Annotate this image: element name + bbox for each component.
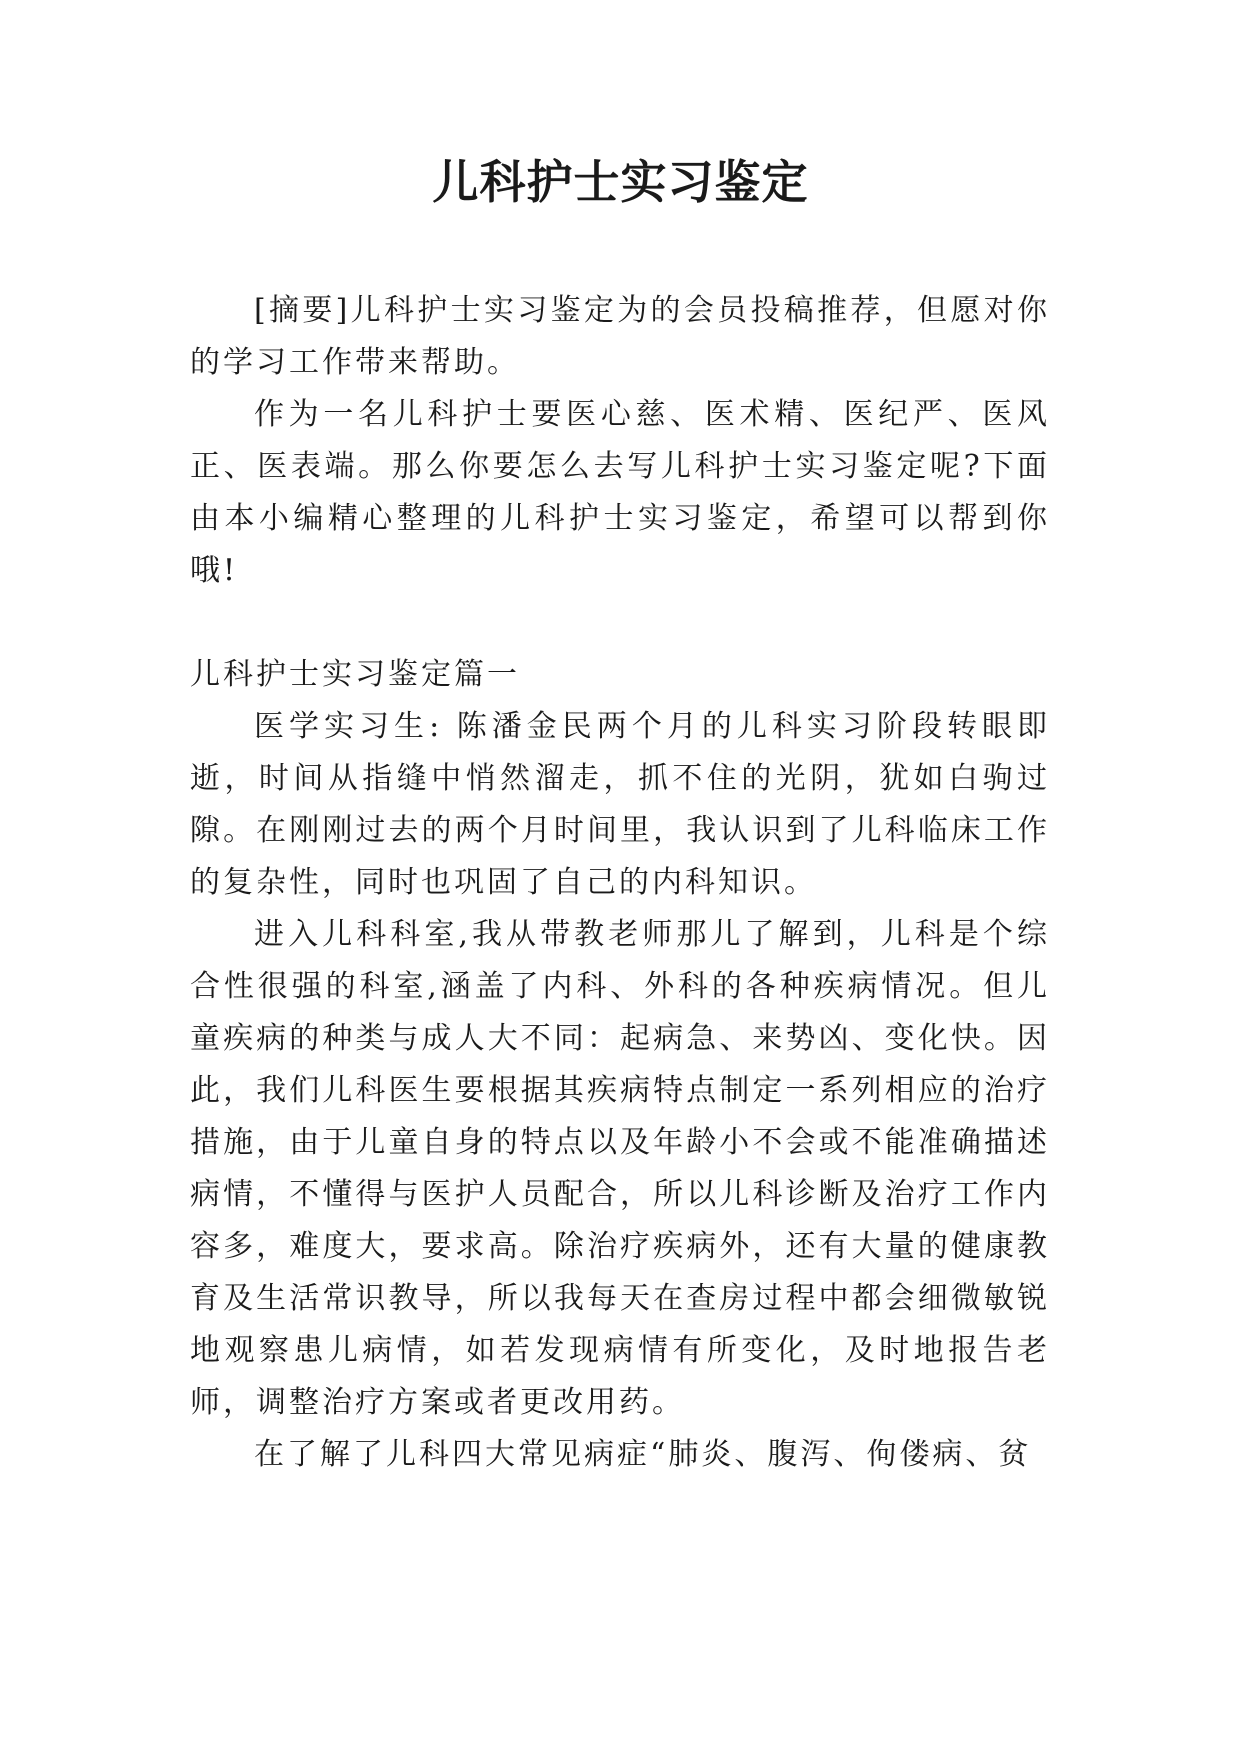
body-paragraph: 医学实习生: 陈潘金民两个月的儿科实习阶段转眼即逝，时间从指缝中悄然溜走，抓不住的光阴，犹如白驹过隙。在刚刚过去的两个月时间里，我认识到了儿科临床工作的复杂性，同时也巩固了自己的内科知识。 [190,709,1050,900]
section-heading: 儿科护士实习鉴定篇一 [190,657,520,692]
body-paragraph: 在了解了儿科四大常见病症“肺炎、腹泻、佝偻病、贫 [254,1437,1032,1472]
body-paragraph: 进入儿科科室,我从带教老师那儿了解到，儿科是个综合性很强的科室,涵盖了内科、外科的各种疾病情况。但儿童疾病的种类与成人大不同：起病急、来势凶、变化快。因此，我们儿科医生要根据其疾病特点制定一系列相应的治疗措施，由于儿童自身的特点以及年龄小不会或不能准确描述病情，不懂得与医护人员配合，所以儿科诊断及治疗工作内容多，难度大，要求高。除治疗疾病外，还有大量的健康教育及生活常识教导，所以我每天在查房过程中都会细微敏锐地观察患儿病情，如若发现病情有所变化，及时地报告老师，调整治疗方案或者更改用药。 [190,917,1050,1420]
intro-paragraph: 作为一名儿科护士要医心慈、医术精、医纪严、医风正、医表端。那么你要怎么去写儿科护士实习鉴定呢?下面由本小编精心整理的儿科护士实习鉴定，希望可以帮到你哦! [190,397,1050,588]
document-body [190,285,1050,1481]
document-title: 儿科护士实习鉴定 [432,155,809,209]
abstract-paragraph: [摘要]儿科护士实习鉴定为的会员投稿推荐，但愿对你的学习工作带来帮助。 [190,293,1050,380]
